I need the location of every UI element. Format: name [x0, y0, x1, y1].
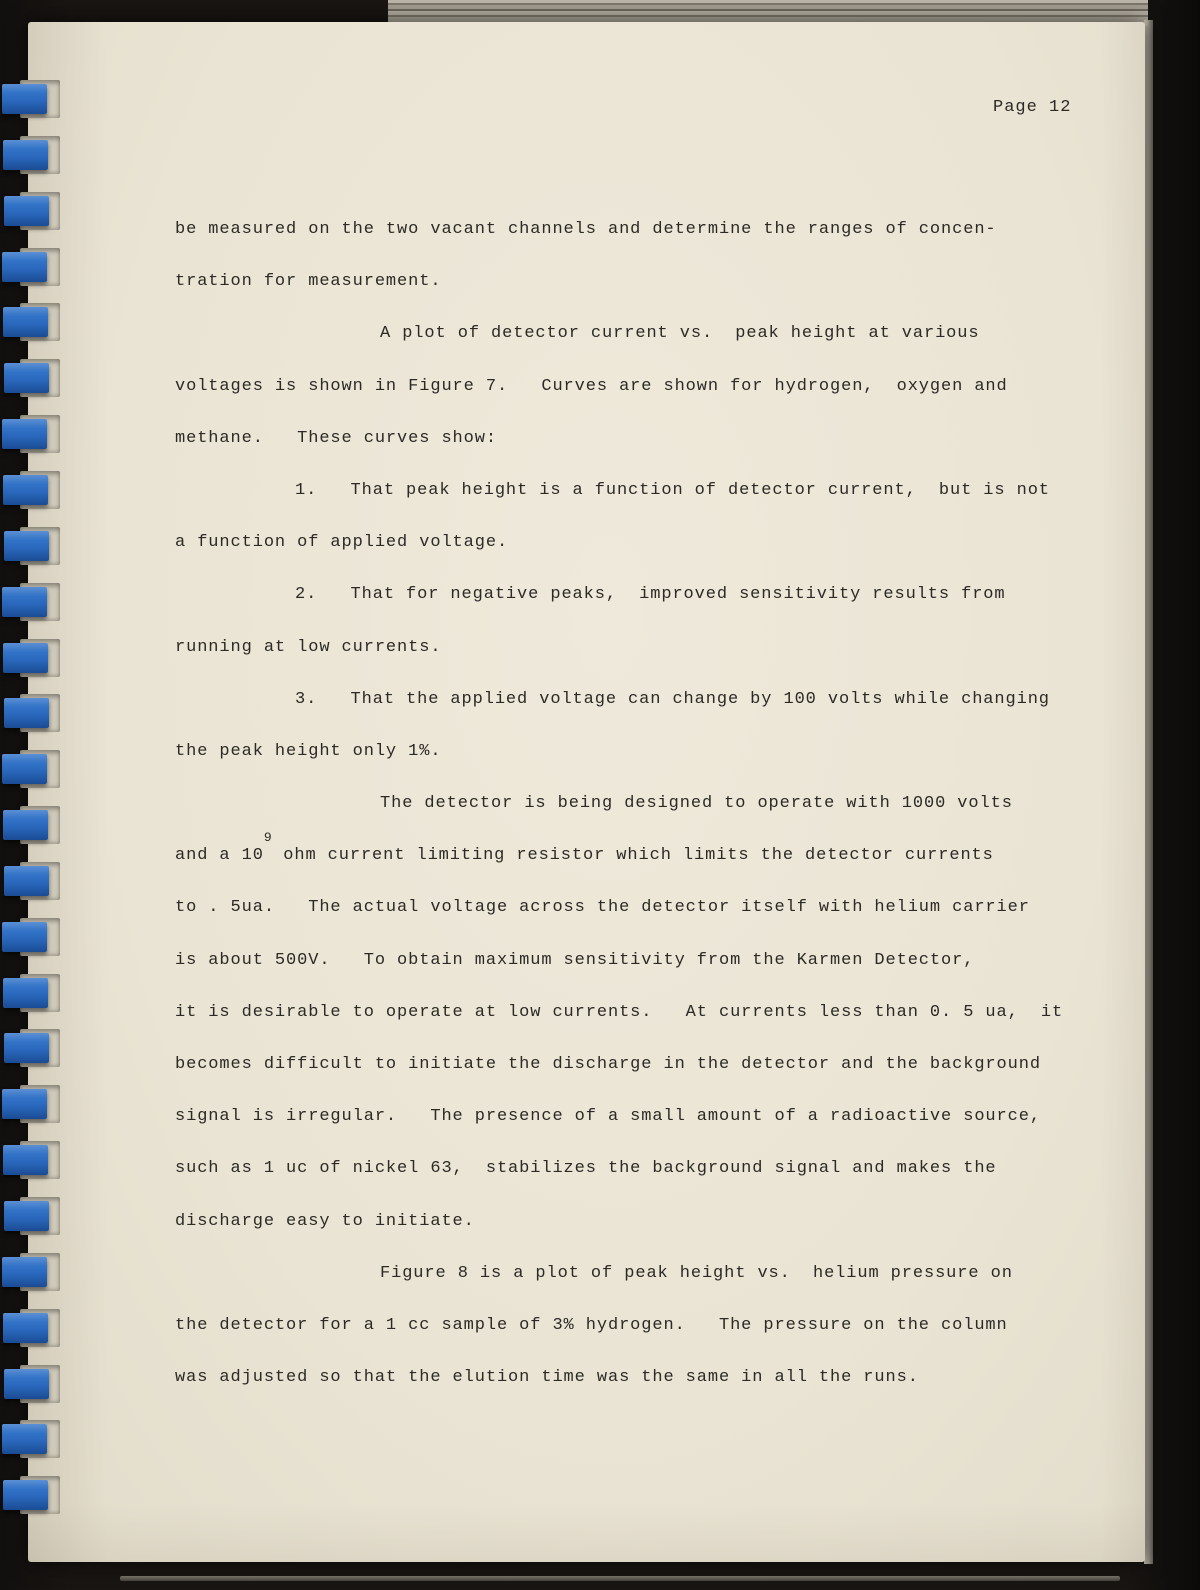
text-line: 2. That for negative peaks, improved sensitivity results from — [295, 585, 1006, 605]
text-line: the detector for a 1 cc sample of 3% hydrogen. The pressure on the column — [175, 1315, 1008, 1335]
binding-comb-tab — [2, 754, 47, 784]
text-segment: ohm current limiting resistor which limits the detector currents — [272, 846, 994, 866]
text-line: running at low currents. — [175, 637, 442, 657]
binding-comb-tab — [3, 1145, 48, 1175]
binding-comb-tab — [4, 1369, 49, 1399]
binding-comb-tab — [3, 978, 48, 1008]
text-line: 3. That the applied voltage can change by 100 volts while changing — [295, 689, 1050, 709]
binding-comb-tab — [3, 475, 48, 505]
binding-comb-tab — [4, 196, 49, 226]
text-line: The detector is being designed to operate with 1000 volts — [380, 794, 1013, 814]
binding-comb-tab — [4, 866, 49, 896]
binding-comb-tab — [2, 1424, 47, 1454]
page-stack-bottom-edge — [120, 1576, 1120, 1581]
text-line: tration for measurement. — [175, 272, 442, 292]
binding-comb-tab — [4, 531, 49, 561]
text-line: be measured on the two vacant channels and determine the ranges of concen- — [175, 220, 997, 239]
paragraph — [175, 778, 1105, 1248]
text-line: is about 500V. To obtain maximum sensitivity from the Karmen Detector, — [175, 950, 975, 970]
binding-comb-tab — [4, 1201, 49, 1231]
text-line: was adjusted so that the elution time was the same in all the runs. — [175, 1368, 919, 1388]
text-line: voltages is shown in Figure 7. Curves are shown for hydrogen, oxygen and — [175, 376, 1008, 396]
text-line: a function of applied voltage. — [175, 533, 509, 553]
paragraph — [175, 569, 1105, 673]
binding-comb-tab — [4, 363, 49, 393]
text-segment: and a 10 — [175, 846, 264, 866]
binding-comb-tab — [2, 252, 47, 282]
binding-comb-tab — [3, 643, 48, 673]
paragraph — [175, 308, 1105, 465]
binding-comb-tab — [2, 922, 47, 952]
text-line: methane. These curves show: — [175, 428, 497, 448]
text-line: Figure 8 is a plot of peak height vs. helium pressure on — [380, 1263, 1013, 1283]
document-page — [28, 22, 1145, 1562]
text-line: A plot of detector current vs. peak height at various — [380, 324, 980, 344]
binding-comb-tab — [2, 84, 47, 114]
text-line — [175, 830, 1105, 882]
comb-binding — [0, 0, 70, 1590]
text-line: to . 5ua. The actual voltage across the detector itself with helium carrier — [175, 898, 1030, 918]
text-line: such as 1 uc of nickel 63, stabilizes the background signal and makes the — [175, 1159, 997, 1179]
paragraph — [175, 1248, 1105, 1405]
text-line: signal is irregular. The presence of a small amount of a radioactive source, — [175, 1107, 1041, 1127]
paragraph — [175, 465, 1105, 569]
text-line: it is desirable to operate at low currents. At currents less than 0. 5 ua, it — [175, 1002, 1064, 1022]
binding-comb-tab — [3, 307, 48, 337]
text-line: discharge easy to initiate. — [175, 1211, 475, 1231]
superscript-exponent: 9 — [263, 829, 273, 845]
binding-comb-tab — [2, 587, 47, 617]
paragraph — [175, 204, 1105, 308]
binding-comb-tab — [4, 1033, 49, 1063]
binding-comb-tab — [4, 698, 49, 728]
page-number: Page 12 — [993, 98, 1072, 117]
binding-comb-tab — [3, 810, 48, 840]
paragraph — [175, 674, 1105, 778]
text-line: the peak height only 1%. — [175, 741, 442, 761]
binding-comb-tab — [3, 140, 48, 170]
binding-comb-tab — [2, 419, 47, 449]
text-block — [175, 204, 1105, 1404]
text-line: 1. That peak height is a function of detector current, but is not — [295, 480, 1050, 500]
binding-comb-tab — [3, 1313, 48, 1343]
page-stack-right-edge — [1144, 20, 1153, 1564]
binding-comb-tab — [2, 1257, 47, 1287]
text-line: becomes difficult to initiate the discharge in the detector and the background — [175, 1055, 1041, 1074]
binding-comb-tab — [2, 1089, 47, 1119]
binding-comb-tab — [3, 1480, 48, 1510]
